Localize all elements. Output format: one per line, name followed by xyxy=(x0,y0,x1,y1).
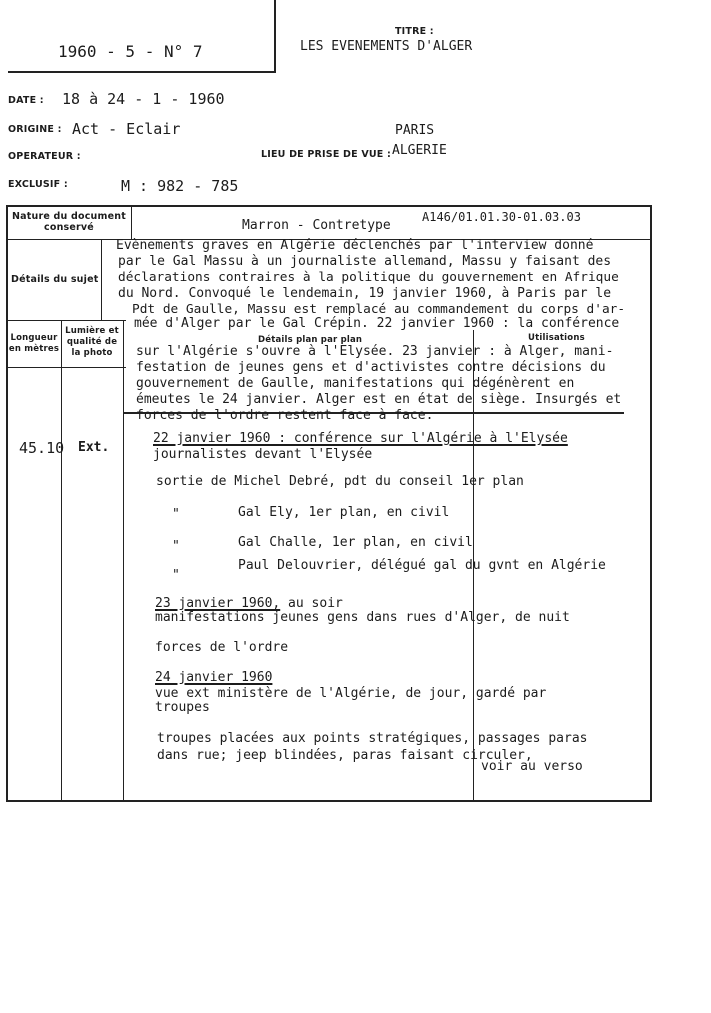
details-line: par le Gal Massu à un journaliste allemand, Massu y faisant des xyxy=(118,254,612,269)
col-header-longueur: Longueur en mètres xyxy=(8,333,60,354)
details-line: gouvernement de Gaulle, manifestations qui dégénèrent en xyxy=(136,376,575,391)
shot-2-heading xyxy=(155,596,343,611)
col-header-utilisations: Utilisations xyxy=(528,333,585,343)
shot-1-line: journalistes devant l'Elysée xyxy=(153,447,373,462)
lieu-value: ALGERIE xyxy=(392,143,447,158)
shot-3-line2: troupes xyxy=(155,700,210,715)
details-line: émeutes le 24 janvier. Alger est en état de siège. Insurgés et xyxy=(136,392,622,407)
col-divider-2 xyxy=(123,320,124,801)
frame-top xyxy=(6,205,651,207)
city-value: PARIS xyxy=(395,123,435,138)
shot-3-line: vue ext ministère de l'Algérie, de jour, gardé par xyxy=(155,686,547,701)
date-value: 18 à 24 - 1 - 1960 xyxy=(62,90,225,108)
shot-3-title: 24 janvier 1960 xyxy=(155,670,273,685)
details-line: Evènements graves en Algérie déclenchés par l'interview donné xyxy=(116,238,594,253)
details-divider xyxy=(101,240,102,320)
frame-bottom xyxy=(6,800,652,802)
ditto-mark: " xyxy=(172,507,180,522)
date-label: DATE : xyxy=(8,95,44,106)
operateur-label: OPERATEUR : xyxy=(8,151,81,162)
ref-box-right xyxy=(274,0,276,72)
shot-3-b: troupes placées aux points stratégiques, passages paras xyxy=(157,731,588,746)
shot-2-title-rest: au soir xyxy=(280,596,343,611)
details-line: forces de l'ordre restent face à face. xyxy=(136,408,434,423)
col-header-lumiere: Lumière et qualité de la photo xyxy=(65,326,119,358)
shot-1-c: Gal Challe, 1er plan, en civil xyxy=(238,535,473,550)
header-row-bottom xyxy=(6,367,126,368)
details-line: déclarations contraires à la politique du gouvernement en Afrique xyxy=(118,270,619,285)
shot-2-title: 23 janvier 1960, xyxy=(155,596,281,611)
details-line: du Nord. Convoqué le lendemain, 19 janvier 1960, à Paris par le xyxy=(118,286,612,301)
origine-value: Act - Eclair xyxy=(72,120,181,138)
frame-left xyxy=(6,205,8,801)
details-line: Pdt de Gaulle, Massu est remplacé au commandement du corps d'ar- xyxy=(132,302,626,317)
lieu-label: LIEU DE PRISE DE VUE : xyxy=(261,149,391,160)
exclusif-value: M : 982 - 785 xyxy=(121,177,239,195)
ditto-mark: " xyxy=(172,539,180,554)
details-line: sur l'Algérie s'ouvre à l'Elysée. 23 janvier : à Alger, mani- xyxy=(136,344,614,359)
verso-note: voir au verso xyxy=(481,759,583,774)
document-title: LES EVENEMENTS D'ALGER xyxy=(300,39,473,54)
nature-label: Nature du document conservé xyxy=(12,211,126,233)
lumiere-value: Ext. xyxy=(78,440,110,455)
document-reference: 1960 - 5 - N° 7 xyxy=(58,42,203,61)
shot-1-b: Gal Ely, 1er plan, en civil xyxy=(238,505,450,520)
ditto-mark: " xyxy=(172,568,180,583)
col-header-details-plan: Détails plan par plan xyxy=(258,335,363,345)
shot-2-line: manifestations jeunes gens dans rues d'Alger, de nuit xyxy=(155,610,570,625)
frame-right xyxy=(650,205,652,801)
shot-3-c: dans rue; jeep blindées, paras faisant circuler, xyxy=(157,748,533,763)
origine-label: ORIGINE : xyxy=(8,124,62,135)
titre-label: TITRE : xyxy=(395,26,434,37)
details-bottom xyxy=(6,320,126,321)
shot-1-title: 22 janvier 1960 : conférence sur l'Algérie à l'Elysée xyxy=(153,431,568,446)
shot-1-d: Paul Delouvrier, délégué gal du gvnt en Algérie xyxy=(238,558,606,573)
ref-box-bottom xyxy=(8,71,276,73)
nature-value: Marron - Contretype xyxy=(242,218,391,233)
col-divider-1 xyxy=(61,320,62,801)
details-line: mée d'Alger par le Gal Crépin. 22 janvier 1960 : la conférence xyxy=(134,316,620,331)
nature-divider xyxy=(131,207,132,239)
nature-code: A146/01.01.30-01.03.03 xyxy=(422,210,581,224)
details-label: Détails du sujet xyxy=(11,274,99,285)
details-line: festation de jeunes gens et d'activistes contre décisions du xyxy=(136,360,606,375)
longueur-value: 45.10 xyxy=(19,439,65,457)
shot-1-a: sortie de Michel Debré, pdt du conseil 1er plan xyxy=(156,474,524,489)
shot-2-b: forces de l'ordre xyxy=(155,640,289,655)
exclusif-label: EXCLUSIF : xyxy=(8,179,68,190)
